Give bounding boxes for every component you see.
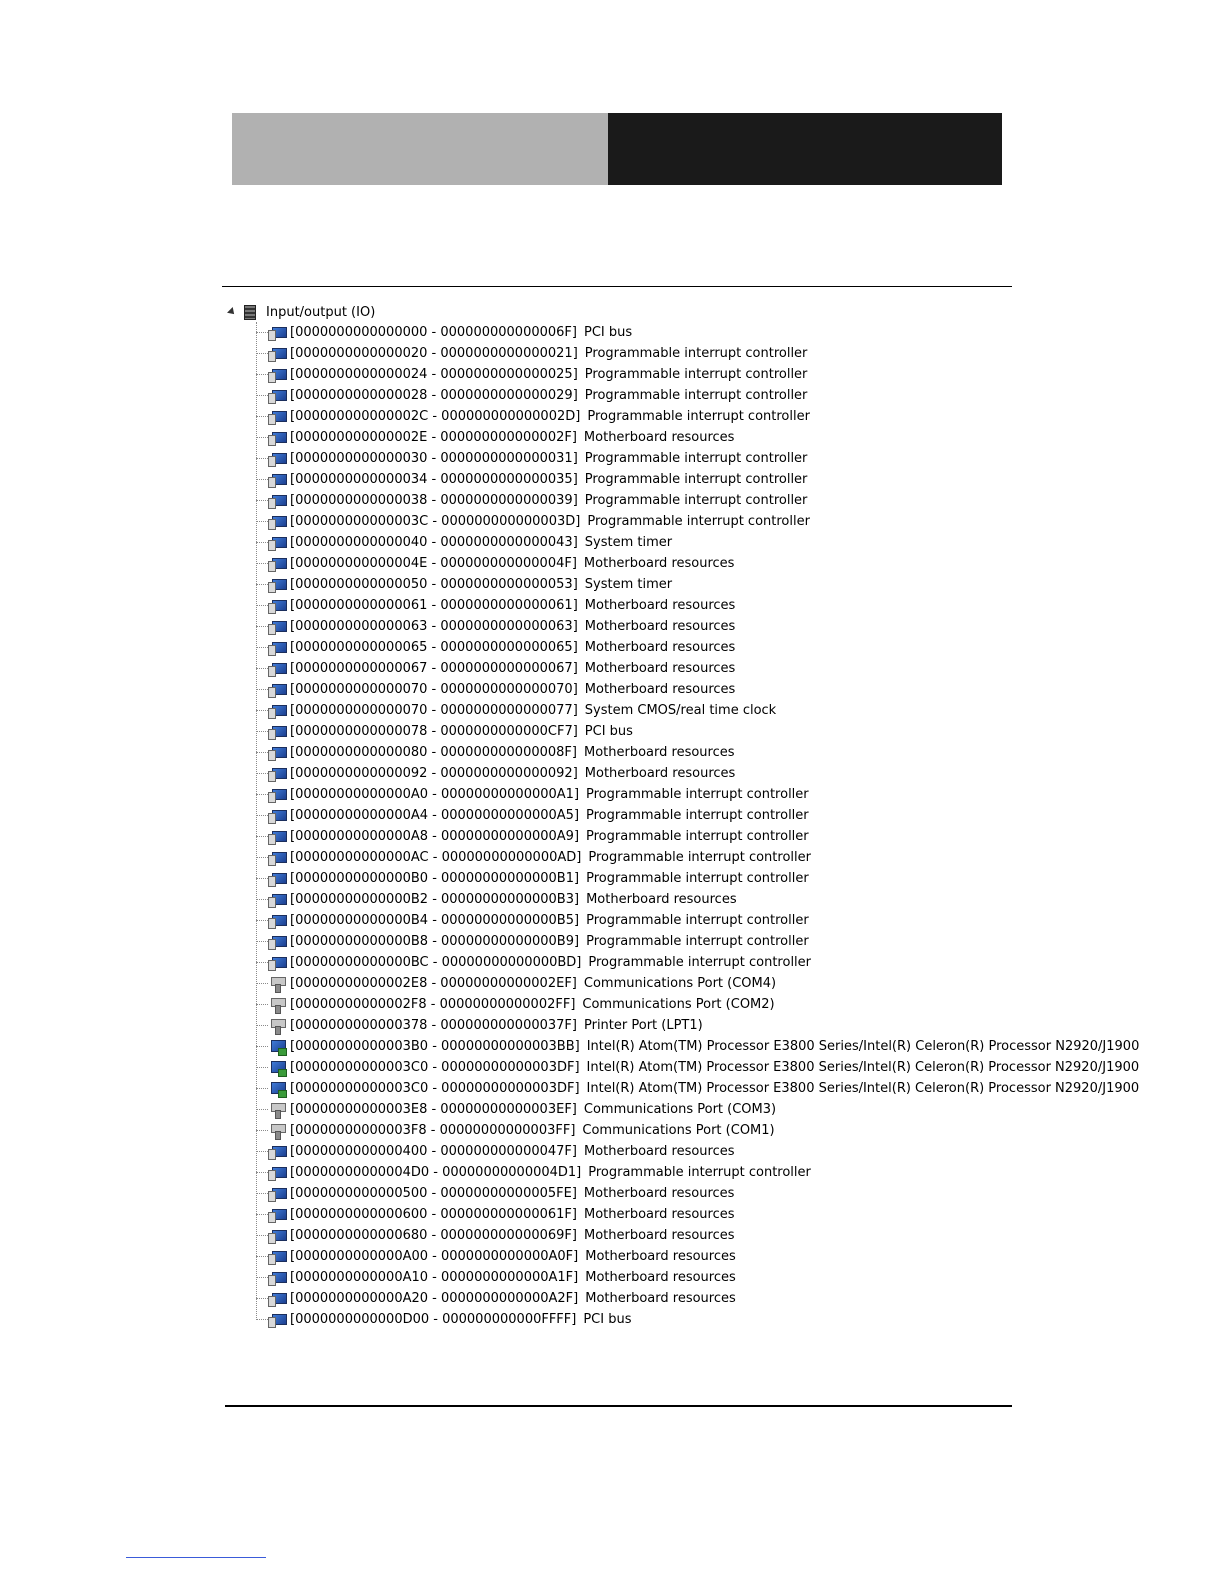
device-icon bbox=[268, 682, 286, 698]
device-icon bbox=[268, 388, 286, 404]
io-range: [0000000000000070 - 0000000000000077] bbox=[290, 703, 578, 718]
device-icon bbox=[268, 871, 286, 887]
header-dark-band bbox=[608, 113, 1002, 185]
io-range: [00000000000004D0 - 00000000000004D1] bbox=[290, 1165, 582, 1180]
device-name: Programmable interrupt controller bbox=[584, 388, 808, 403]
tree-item[interactable] bbox=[254, 406, 1088, 427]
tree-item[interactable] bbox=[254, 1267, 1088, 1288]
io-range: [0000000000000034 - 0000000000000035] bbox=[290, 472, 578, 487]
device-icon bbox=[268, 472, 286, 488]
device-name: Programmable interrupt controller bbox=[584, 493, 808, 508]
device-name: Programmable interrupt controller bbox=[587, 409, 810, 424]
device-tree bbox=[228, 302, 1140, 1330]
tree-item[interactable] bbox=[254, 1141, 1088, 1162]
device-name: Motherboard resources bbox=[584, 598, 736, 613]
io-range: [0000000000000065 - 0000000000000065] bbox=[290, 640, 578, 655]
tree-item[interactable] bbox=[254, 511, 1088, 532]
tree-item[interactable] bbox=[254, 658, 1088, 679]
tree-item[interactable] bbox=[254, 1309, 1088, 1330]
device-name: Programmable interrupt controller bbox=[588, 1165, 811, 1180]
io-range: [00000000000000B2 - 00000000000000B3] bbox=[290, 892, 580, 907]
device-name: Programmable interrupt controller bbox=[586, 808, 809, 823]
tree-item[interactable] bbox=[254, 553, 1088, 574]
io-range: [0000000000000067 - 0000000000000067] bbox=[290, 661, 578, 676]
device-name: Communications Port (COM3) bbox=[583, 1102, 777, 1117]
device-name: Programmable interrupt controller bbox=[586, 787, 809, 802]
device-name: System timer bbox=[584, 535, 673, 550]
tree-item[interactable] bbox=[254, 1099, 1088, 1120]
device-icon bbox=[268, 955, 286, 971]
device-icon bbox=[268, 598, 286, 614]
tree-item[interactable] bbox=[254, 994, 1088, 1015]
device-icon bbox=[268, 1291, 286, 1307]
tree-item[interactable] bbox=[254, 826, 1088, 847]
device-name: Programmable interrupt controller bbox=[588, 955, 812, 970]
port-icon bbox=[268, 1018, 286, 1034]
io-range: [0000000000000038 - 0000000000000039] bbox=[290, 493, 578, 508]
device-icon bbox=[268, 703, 286, 719]
device-icon bbox=[268, 934, 286, 950]
device-icon bbox=[268, 829, 286, 845]
device-name: Motherboard resources bbox=[584, 619, 736, 634]
device-name: Programmable interrupt controller bbox=[588, 850, 811, 865]
device-name: Programmable interrupt controller bbox=[586, 871, 809, 886]
device-name: Motherboard resources bbox=[583, 556, 735, 571]
io-range: [000000000000004E - 000000000000004F] bbox=[290, 556, 577, 571]
io-range: [000000000000003C - 000000000000003D] bbox=[290, 514, 581, 529]
tree-item[interactable] bbox=[254, 679, 1088, 700]
tree-item[interactable] bbox=[254, 637, 1088, 658]
io-range: [0000000000000400 - 000000000000047F] bbox=[290, 1144, 577, 1159]
tree-item[interactable] bbox=[254, 952, 1088, 973]
device-icon bbox=[268, 1165, 286, 1181]
tree-item[interactable] bbox=[254, 847, 1088, 868]
io-range: [000000000000002E - 000000000000002F] bbox=[290, 430, 577, 445]
device-name: Motherboard resources bbox=[583, 1228, 735, 1243]
footer-link-underline[interactable] bbox=[126, 1557, 266, 1558]
device-name: Motherboard resources bbox=[584, 766, 736, 781]
device-icon bbox=[268, 409, 286, 425]
device-name: PCI bus bbox=[584, 724, 633, 739]
device-name: Motherboard resources bbox=[583, 745, 735, 760]
tree-item[interactable] bbox=[254, 805, 1088, 826]
device-icon bbox=[268, 535, 286, 551]
tree-item[interactable] bbox=[254, 910, 1088, 931]
device-icon bbox=[268, 1207, 286, 1223]
device-name: Motherboard resources bbox=[585, 1270, 736, 1285]
tree-item[interactable] bbox=[254, 1162, 1088, 1183]
device-name: Programmable interrupt controller bbox=[587, 514, 810, 529]
device-name: Intel(R) Atom(TM) Processor E3800 Series/Intel(R) Celeron(R) Processor N2920/J1900 bbox=[586, 1081, 1140, 1096]
device-icon bbox=[268, 766, 286, 782]
device-icon bbox=[268, 1312, 286, 1328]
io-range: [00000000000002F8 - 00000000000002FF] bbox=[290, 997, 576, 1012]
tree-item[interactable] bbox=[254, 1015, 1088, 1036]
device-icon bbox=[268, 808, 286, 824]
tree-item[interactable] bbox=[254, 322, 1088, 343]
device-name: System timer bbox=[584, 577, 673, 592]
processor-icon bbox=[268, 1060, 286, 1076]
io-range: [00000000000000AC - 00000000000000AD] bbox=[290, 850, 582, 865]
device-name: Motherboard resources bbox=[584, 640, 736, 655]
tree-item[interactable] bbox=[254, 784, 1088, 805]
io-range: [0000000000000078 - 0000000000000CF7] bbox=[290, 724, 578, 739]
tree-item[interactable] bbox=[254, 343, 1088, 364]
device-name: Communications Port (COM1) bbox=[582, 1123, 775, 1138]
tree-item[interactable] bbox=[254, 574, 1088, 595]
device-name: Programmable interrupt controller bbox=[584, 472, 808, 487]
device-name: Motherboard resources bbox=[583, 1144, 735, 1159]
device-icon bbox=[268, 1228, 286, 1244]
tree-item[interactable] bbox=[254, 1120, 1088, 1141]
device-name: Motherboard resources bbox=[584, 682, 736, 697]
io-range: [00000000000000A0 - 00000000000000A1] bbox=[290, 787, 580, 802]
device-name: Motherboard resources bbox=[585, 1249, 736, 1264]
device-name: System CMOS/real time clock bbox=[584, 703, 777, 718]
port-icon bbox=[268, 976, 286, 992]
device-icon bbox=[268, 367, 286, 383]
device-name: Communications Port (COM4) bbox=[583, 976, 777, 991]
tree-item[interactable] bbox=[254, 931, 1088, 952]
io-range: [0000000000000500 - 00000000000005FE] bbox=[290, 1186, 577, 1201]
collapse-arrow-icon[interactable] bbox=[227, 307, 237, 317]
tree-item[interactable] bbox=[254, 763, 1088, 784]
tree-item[interactable] bbox=[254, 595, 1088, 616]
processor-icon bbox=[268, 1081, 286, 1097]
tree-item[interactable] bbox=[254, 448, 1088, 469]
io-range: [00000000000003F8 - 00000000000003FF] bbox=[290, 1123, 576, 1138]
io-range: [0000000000000000 - 000000000000006F] bbox=[290, 325, 577, 340]
device-name: PCI bus bbox=[583, 325, 633, 340]
device-icon bbox=[268, 577, 286, 593]
device-icon bbox=[268, 430, 286, 446]
device-name: Programmable interrupt controller bbox=[584, 367, 808, 382]
device-icon bbox=[268, 787, 286, 803]
device-icon bbox=[268, 346, 286, 362]
io-range: [0000000000000D00 - 000000000000FFFF] bbox=[290, 1312, 577, 1327]
tree-item[interactable] bbox=[254, 1183, 1088, 1204]
device-name: Programmable interrupt controller bbox=[586, 829, 809, 844]
tree-root-label: Input/output (IO) bbox=[266, 304, 376, 320]
device-name: Motherboard resources bbox=[586, 892, 737, 907]
device-name: Programmable interrupt controller bbox=[586, 934, 809, 949]
tree-item[interactable] bbox=[254, 868, 1088, 889]
device-icon bbox=[268, 514, 286, 530]
port-icon bbox=[268, 997, 286, 1013]
io-range: [00000000000000B0 - 00000000000000B1] bbox=[290, 871, 580, 886]
device-icon bbox=[268, 745, 286, 761]
device-name: Communications Port (COM2) bbox=[582, 997, 775, 1012]
device-name: Printer Port (LPT1) bbox=[583, 1018, 703, 1033]
port-icon bbox=[268, 1123, 286, 1139]
tree-item[interactable] bbox=[254, 427, 1088, 448]
tree-item[interactable] bbox=[254, 742, 1088, 763]
tree-root-io[interactable] bbox=[228, 302, 1088, 322]
tree-item[interactable] bbox=[254, 385, 1088, 406]
processor-icon bbox=[268, 1039, 286, 1055]
io-range: [0000000000000378 - 000000000000037F] bbox=[290, 1018, 577, 1033]
tree-item[interactable] bbox=[254, 1225, 1088, 1246]
io-range: [0000000000000020 - 0000000000000021] bbox=[290, 346, 578, 361]
tree-item[interactable] bbox=[254, 1036, 1140, 1057]
io-range: [0000000000000030 - 0000000000000031] bbox=[290, 451, 578, 466]
device-icon bbox=[268, 913, 286, 929]
device-name: Intel(R) Atom(TM) Processor E3800 Series/Intel(R) Celeron(R) Processor N2920/J1900 bbox=[586, 1039, 1140, 1054]
io-range: [0000000000000680 - 000000000000069F] bbox=[290, 1228, 577, 1243]
io-range: [0000000000000061 - 0000000000000061] bbox=[290, 598, 578, 613]
io-range: [0000000000000070 - 0000000000000070] bbox=[290, 682, 578, 697]
device-name: PCI bus bbox=[583, 1312, 632, 1327]
tree-item[interactable] bbox=[254, 889, 1088, 910]
device-name: Motherboard resources bbox=[583, 430, 735, 445]
device-name: Programmable interrupt controller bbox=[584, 346, 808, 361]
tree-item[interactable] bbox=[254, 1246, 1088, 1267]
top-divider bbox=[222, 286, 1012, 287]
io-range: [0000000000000024 - 0000000000000025] bbox=[290, 367, 578, 382]
tree-item[interactable] bbox=[254, 1288, 1088, 1309]
device-icon bbox=[268, 556, 286, 572]
io-range: [00000000000003E8 - 00000000000003EF] bbox=[290, 1102, 577, 1117]
tree-item[interactable] bbox=[254, 364, 1088, 385]
io-range: [00000000000000B4 - 00000000000000B5] bbox=[290, 913, 580, 928]
io-range: [0000000000000092 - 0000000000000092] bbox=[290, 766, 578, 781]
device-name: Intel(R) Atom(TM) Processor E3800 Series/Intel(R) Celeron(R) Processor N2920/J1900 bbox=[586, 1060, 1140, 1075]
device-icon bbox=[268, 619, 286, 635]
device-icon bbox=[268, 1270, 286, 1286]
tree-item[interactable] bbox=[254, 700, 1088, 721]
io-range: [0000000000000028 - 0000000000000029] bbox=[290, 388, 578, 403]
device-icon bbox=[268, 850, 286, 866]
io-range: [00000000000000A8 - 00000000000000A9] bbox=[290, 829, 580, 844]
tree-item[interactable] bbox=[254, 1204, 1088, 1225]
device-name: Motherboard resources bbox=[583, 1207, 735, 1222]
device-icon bbox=[268, 1144, 286, 1160]
tree-children bbox=[254, 322, 1140, 1330]
device-icon bbox=[268, 325, 286, 341]
io-range: [0000000000000080 - 000000000000008F] bbox=[290, 745, 577, 760]
device-icon bbox=[268, 1249, 286, 1265]
io-range: [0000000000000050 - 0000000000000053] bbox=[290, 577, 578, 592]
device-name: Programmable interrupt controller bbox=[584, 451, 808, 466]
io-range: [0000000000000063 - 0000000000000063] bbox=[290, 619, 578, 634]
device-icon bbox=[268, 1186, 286, 1202]
tree-item[interactable] bbox=[254, 469, 1088, 490]
io-range: [00000000000002E8 - 00000000000002EF] bbox=[290, 976, 577, 991]
device-icon bbox=[268, 892, 286, 908]
io-range: [00000000000003C0 - 00000000000003DF] bbox=[290, 1060, 580, 1075]
io-range: [0000000000000A00 - 0000000000000A0F] bbox=[290, 1249, 579, 1264]
device-icon bbox=[268, 724, 286, 740]
header-gray-band bbox=[232, 113, 608, 185]
tree-item[interactable] bbox=[254, 1057, 1140, 1078]
device-name: Motherboard resources bbox=[585, 1291, 736, 1306]
device-icon bbox=[268, 640, 286, 656]
tree-item[interactable] bbox=[254, 1078, 1140, 1099]
device-icon bbox=[268, 493, 286, 509]
io-range: [00000000000003B0 - 00000000000003BB] bbox=[290, 1039, 580, 1054]
tree-item[interactable] bbox=[254, 532, 1088, 553]
io-range: [000000000000002C - 000000000000002D] bbox=[290, 409, 581, 424]
tree-item[interactable] bbox=[254, 973, 1088, 994]
device-name: Programmable interrupt controller bbox=[586, 913, 809, 928]
tree-item[interactable] bbox=[254, 721, 1088, 742]
device-icon bbox=[268, 451, 286, 467]
io-range: [0000000000000600 - 000000000000061F] bbox=[290, 1207, 577, 1222]
io-chip-icon bbox=[244, 305, 256, 320]
tree-item[interactable] bbox=[254, 490, 1088, 511]
io-range: [0000000000000A10 - 0000000000000A1F] bbox=[290, 1270, 579, 1285]
device-name: Motherboard resources bbox=[583, 1186, 735, 1201]
device-icon bbox=[268, 661, 286, 677]
device-name: Motherboard resources bbox=[584, 661, 736, 676]
io-range: [0000000000000040 - 0000000000000043] bbox=[290, 535, 578, 550]
io-range: [00000000000003C0 - 00000000000003DF] bbox=[290, 1081, 580, 1096]
port-icon bbox=[268, 1102, 286, 1118]
io-range: [00000000000000BC - 00000000000000BD] bbox=[290, 955, 582, 970]
bottom-divider bbox=[225, 1405, 1012, 1407]
tree-item[interactable] bbox=[254, 616, 1088, 637]
io-range: [00000000000000A4 - 00000000000000A5] bbox=[290, 808, 580, 823]
io-range: [0000000000000A20 - 0000000000000A2F] bbox=[290, 1291, 579, 1306]
io-range: [00000000000000B8 - 00000000000000B9] bbox=[290, 934, 580, 949]
